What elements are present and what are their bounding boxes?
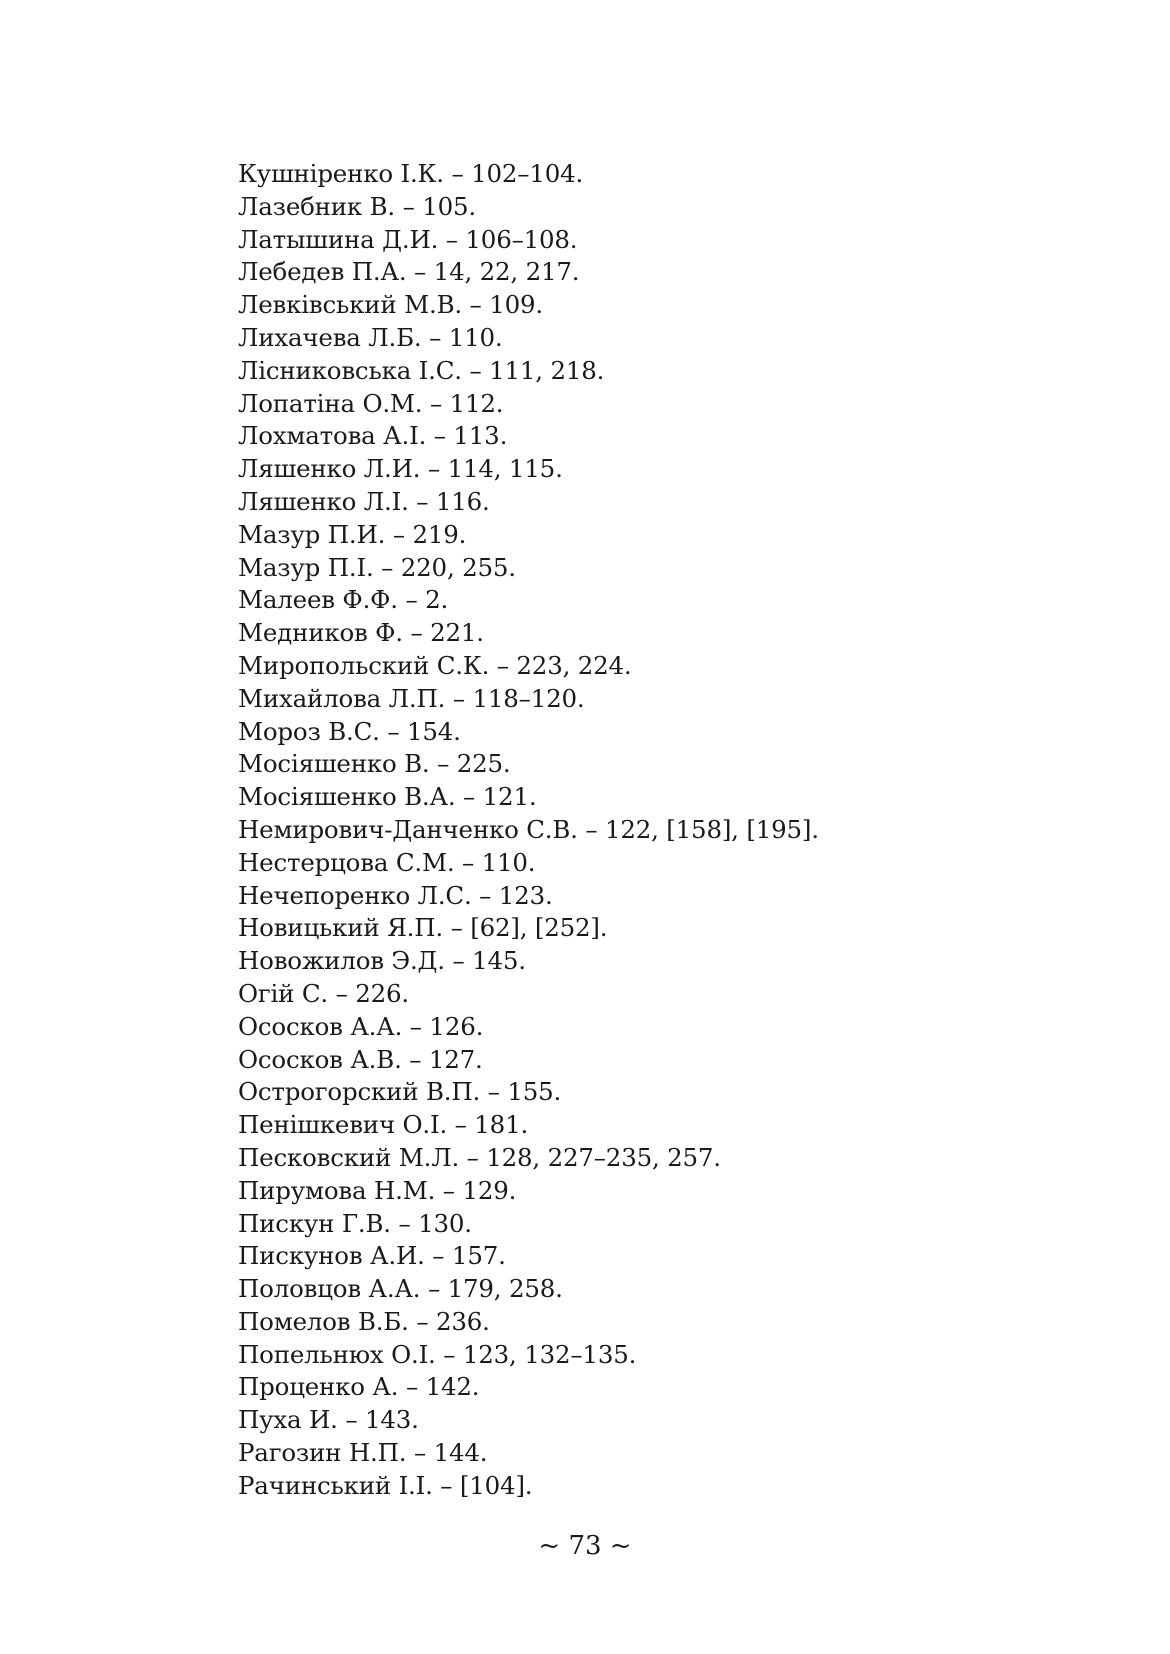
index-entry: Попельнюх О.І. – 123, 132–135. xyxy=(238,1339,637,1369)
index-entry: Лопатіна О.М. – 112. xyxy=(238,388,504,418)
index-entry: Ляшенко Л.И. – 114, 115. xyxy=(238,454,563,484)
index-entry: Лісниковська І.С. – 111, 218. xyxy=(238,355,605,385)
index-entry: Михайлова Л.П. – 118–120. xyxy=(238,683,585,713)
index-entry: Лазебник В. – 105. xyxy=(238,191,476,221)
index-entry: Мосіяшенко В. – 225. xyxy=(238,749,511,779)
index-entry: Пенішкевич О.І. – 181. xyxy=(238,1110,529,1140)
index-entry: Пуха И. – 143. xyxy=(238,1405,419,1435)
index-entry: Мазур П.И. – 219. xyxy=(238,519,467,549)
name-index-list xyxy=(238,158,819,1503)
index-entry: Ососков А.А. – 126. xyxy=(238,1011,484,1041)
index-entry: Рагозин Н.П. – 144. xyxy=(238,1438,488,1468)
index-entry: Ляшенко Л.І. – 116. xyxy=(238,486,490,516)
index-entry: Малеев Ф.Ф. – 2. xyxy=(238,585,449,615)
index-entry: Лихачева Л.Б. – 110. xyxy=(238,322,503,352)
index-entry: Проценко А. – 142. xyxy=(238,1372,480,1402)
index-entry: Помелов В.Б. – 236. xyxy=(238,1306,490,1336)
index-entry: Ососков А.В. – 127. xyxy=(238,1044,483,1074)
index-entry: Острогорский В.П. – 155. xyxy=(238,1077,562,1107)
index-entry: Новицький Я.П. – [62], [252]. xyxy=(238,913,608,943)
index-entry: Рачинський І.І. – [104]. xyxy=(238,1470,533,1500)
index-entry: Огій С. – 226. xyxy=(238,978,409,1008)
index-entry: Мороз В.С. – 154. xyxy=(238,716,461,746)
index-entry: Песковский М.Л. – 128, 227–235, 257. xyxy=(238,1142,721,1172)
index-entry: Миропольский С.К. – 223, 224. xyxy=(238,650,632,680)
index-entry: Пирумова Н.М. – 129. xyxy=(238,1175,517,1205)
index-entry: Новожилов Э.Д. – 145. xyxy=(238,946,526,976)
index-entry: Лохматова А.І. – 113. xyxy=(238,421,508,451)
index-entry: Пискунов А.И. – 157. xyxy=(238,1241,506,1271)
index-entry: Латышина Д.И. – 106–108. xyxy=(238,224,578,254)
index-entry: Нестерцова С.М. – 110. xyxy=(238,847,536,877)
index-entry: Лебедев П.А. – 14, 22, 217. xyxy=(238,257,580,287)
index-entry: Мазур П.І. – 220, 255. xyxy=(238,552,516,582)
index-entry: Половцов А.А. – 179, 258. xyxy=(238,1274,563,1304)
index-entry: Левківський М.В. – 109. xyxy=(238,290,543,320)
index-entry: Медников Ф. – 221. xyxy=(238,618,484,648)
index-entry: Кушніренко І.К. – 102–104. xyxy=(238,159,584,188)
index-entry: Мосіяшенко В.А. – 121. xyxy=(238,782,537,812)
index-entry: Нечепоренко Л.С. – 123. xyxy=(238,880,553,910)
index-entry: Пискун Г.В. – 130. xyxy=(238,1208,472,1238)
page-number: ~ 73 ~ xyxy=(538,1531,632,1561)
index-entry: Немирович-Данченко С.В. – 122, [158], [195]. xyxy=(238,814,819,844)
